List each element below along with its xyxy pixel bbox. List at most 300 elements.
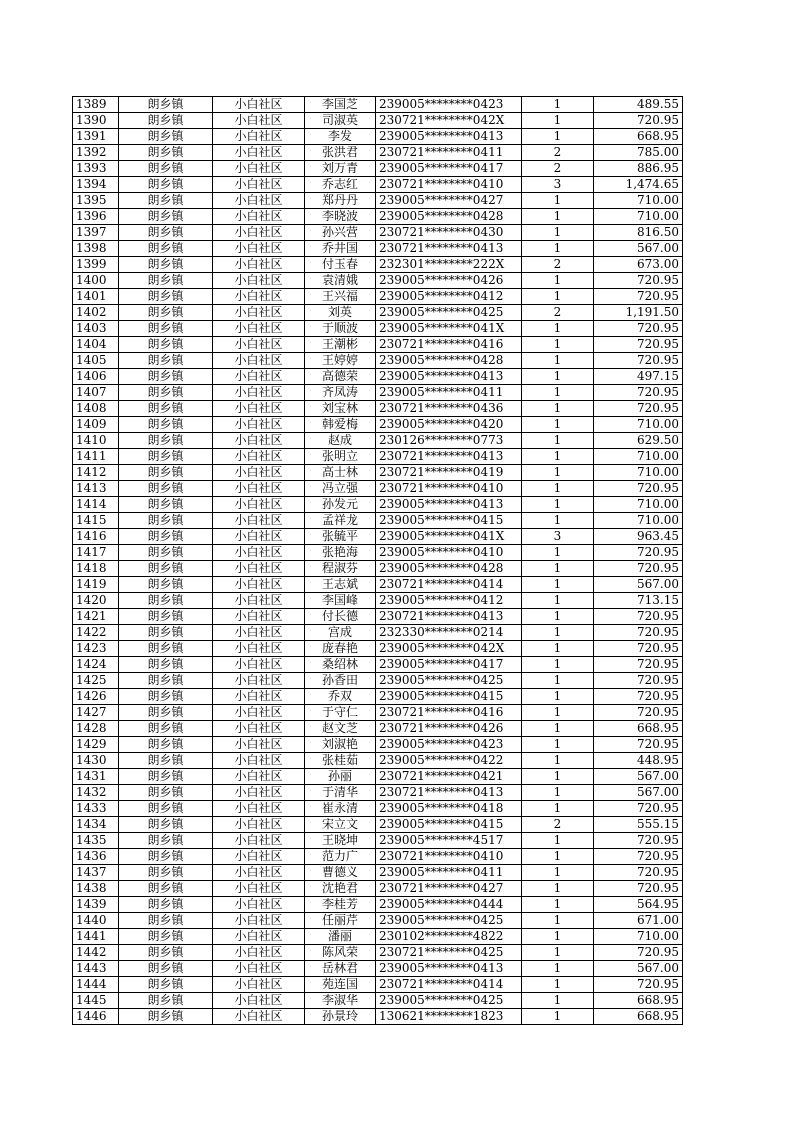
name-cell: 宫成 — [305, 625, 376, 641]
table-row — [73, 321, 683, 337]
id-number-cell: 130621********1823 — [376, 1009, 522, 1025]
row-number-cell: 1413 — [73, 481, 119, 497]
row-number-cell: 1392 — [73, 145, 119, 161]
count-cell: 1 — [522, 289, 594, 305]
town-cell: 朗乡镇 — [119, 625, 213, 641]
community-cell: 小白社区 — [213, 945, 305, 961]
id-number-cell: 230721********042X — [376, 113, 522, 129]
name-cell: 袁清娥 — [305, 273, 376, 289]
count-cell: 2 — [522, 257, 594, 273]
row-number-cell: 1401 — [73, 289, 119, 305]
id-number-cell: 239005********0427 — [376, 193, 522, 209]
town-cell: 朗乡镇 — [119, 993, 213, 1009]
name-cell: 付玉春 — [305, 257, 376, 273]
amount-cell: 668.95 — [594, 721, 683, 737]
id-number-cell: 239005********0417 — [376, 657, 522, 673]
town-cell: 朗乡镇 — [119, 705, 213, 721]
count-cell: 1 — [522, 353, 594, 369]
amount-cell: 720.95 — [594, 337, 683, 353]
community-cell: 小白社区 — [213, 705, 305, 721]
count-cell: 1 — [522, 737, 594, 753]
community-cell: 小白社区 — [213, 753, 305, 769]
town-cell: 朗乡镇 — [119, 145, 213, 161]
id-number-cell: 239005********0413 — [376, 961, 522, 977]
table-row — [73, 193, 683, 209]
name-cell: 高士林 — [305, 465, 376, 481]
town-cell: 朗乡镇 — [119, 849, 213, 865]
id-number-cell: 230721********0413 — [376, 241, 522, 257]
count-cell: 1 — [522, 641, 594, 657]
id-number-cell: 239005********0428 — [376, 353, 522, 369]
table-row — [73, 161, 683, 177]
amount-cell: 720.95 — [594, 385, 683, 401]
table-row — [73, 689, 683, 705]
town-cell: 朗乡镇 — [119, 129, 213, 145]
community-cell: 小白社区 — [213, 337, 305, 353]
id-number-cell: 239005********0415 — [376, 513, 522, 529]
row-number-cell: 1400 — [73, 273, 119, 289]
row-number-cell: 1443 — [73, 961, 119, 977]
id-number-cell: 239005********0418 — [376, 801, 522, 817]
count-cell: 1 — [522, 865, 594, 881]
amount-cell: 720.95 — [594, 945, 683, 961]
count-cell: 1 — [522, 577, 594, 593]
row-number-cell: 1423 — [73, 641, 119, 657]
community-cell: 小白社区 — [213, 481, 305, 497]
count-cell: 1 — [522, 545, 594, 561]
row-number-cell: 1420 — [73, 593, 119, 609]
name-cell: 冯立强 — [305, 481, 376, 497]
name-cell: 郑丹丹 — [305, 193, 376, 209]
town-cell: 朗乡镇 — [119, 657, 213, 673]
amount-cell: 629.50 — [594, 433, 683, 449]
row-number-cell: 1398 — [73, 241, 119, 257]
row-number-cell: 1440 — [73, 913, 119, 929]
amount-cell: 671.00 — [594, 913, 683, 929]
table-row — [73, 449, 683, 465]
town-cell: 朗乡镇 — [119, 865, 213, 881]
name-cell: 张毓平 — [305, 529, 376, 545]
community-cell: 小白社区 — [213, 97, 305, 113]
community-cell: 小白社区 — [213, 977, 305, 993]
name-cell: 崔永清 — [305, 801, 376, 817]
id-number-cell: 230721********0416 — [376, 705, 522, 721]
name-cell: 孙兴营 — [305, 225, 376, 241]
count-cell: 1 — [522, 977, 594, 993]
id-number-cell: 239005********0411 — [376, 865, 522, 881]
table-row — [73, 497, 683, 513]
name-cell: 张明立 — [305, 449, 376, 465]
community-cell: 小白社区 — [213, 513, 305, 529]
name-cell: 宋立文 — [305, 817, 376, 833]
town-cell: 朗乡镇 — [119, 97, 213, 113]
amount-cell: 567.00 — [594, 769, 683, 785]
amount-cell: 710.00 — [594, 193, 683, 209]
id-number-cell: 239005********0428 — [376, 209, 522, 225]
town-cell: 朗乡镇 — [119, 369, 213, 385]
id-number-cell: 230721********0427 — [376, 881, 522, 897]
community-cell: 小白社区 — [213, 689, 305, 705]
count-cell: 1 — [522, 433, 594, 449]
row-number-cell: 1442 — [73, 945, 119, 961]
town-cell: 朗乡镇 — [119, 193, 213, 209]
community-cell: 小白社区 — [213, 449, 305, 465]
town-cell: 朗乡镇 — [119, 961, 213, 977]
community-cell: 小白社区 — [213, 737, 305, 753]
count-cell: 1 — [522, 209, 594, 225]
table-body — [73, 97, 683, 1025]
amount-cell: 720.95 — [594, 289, 683, 305]
row-number-cell: 1391 — [73, 129, 119, 145]
community-cell: 小白社区 — [213, 769, 305, 785]
town-cell: 朗乡镇 — [119, 305, 213, 321]
amount-cell: 720.95 — [594, 273, 683, 289]
table-row — [73, 625, 683, 641]
town-cell: 朗乡镇 — [119, 545, 213, 561]
community-cell: 小白社区 — [213, 417, 305, 433]
name-cell: 刘英 — [305, 305, 376, 321]
table-row — [73, 945, 683, 961]
amount-cell: 720.95 — [594, 801, 683, 817]
row-number-cell: 1441 — [73, 929, 119, 945]
town-cell: 朗乡镇 — [119, 689, 213, 705]
table-row — [73, 705, 683, 721]
town-cell: 朗乡镇 — [119, 449, 213, 465]
community-cell: 小白社区 — [213, 401, 305, 417]
amount-cell: 567.00 — [594, 961, 683, 977]
community-cell: 小白社区 — [213, 801, 305, 817]
table-row — [73, 913, 683, 929]
id-number-cell: 230721********0410 — [376, 849, 522, 865]
amount-cell: 720.95 — [594, 865, 683, 881]
id-number-cell: 239005********041X — [376, 529, 522, 545]
name-cell: 张艳海 — [305, 545, 376, 561]
name-cell: 桑绍林 — [305, 657, 376, 673]
row-number-cell: 1415 — [73, 513, 119, 529]
table-row — [73, 673, 683, 689]
count-cell: 1 — [522, 97, 594, 113]
name-cell: 王婷婷 — [305, 353, 376, 369]
id-number-cell: 239005********0413 — [376, 497, 522, 513]
table-row — [73, 401, 683, 417]
community-cell: 小白社区 — [213, 561, 305, 577]
town-cell: 朗乡镇 — [119, 289, 213, 305]
community-cell: 小白社区 — [213, 641, 305, 657]
community-cell: 小白社区 — [213, 193, 305, 209]
table-row — [73, 97, 683, 113]
id-number-cell: 239005********0410 — [376, 545, 522, 561]
town-cell: 朗乡镇 — [119, 577, 213, 593]
amount-cell: 668.95 — [594, 993, 683, 1009]
count-cell: 1 — [522, 721, 594, 737]
name-cell: 程淑芬 — [305, 561, 376, 577]
table-row — [73, 657, 683, 673]
town-cell: 朗乡镇 — [119, 321, 213, 337]
table-row — [73, 337, 683, 353]
community-cell: 小白社区 — [213, 993, 305, 1009]
count-cell: 3 — [522, 529, 594, 545]
community-cell: 小白社区 — [213, 385, 305, 401]
name-cell: 赵文芝 — [305, 721, 376, 737]
row-number-cell: 1419 — [73, 577, 119, 593]
community-cell: 小白社区 — [213, 529, 305, 545]
amount-cell: 720.95 — [594, 705, 683, 721]
amount-cell: 713.15 — [594, 593, 683, 609]
count-cell: 1 — [522, 113, 594, 129]
name-cell: 司淑英 — [305, 113, 376, 129]
name-cell: 张桂茹 — [305, 753, 376, 769]
row-number-cell: 1418 — [73, 561, 119, 577]
amount-cell: 720.95 — [594, 737, 683, 753]
row-number-cell: 1446 — [73, 1009, 119, 1025]
town-cell: 朗乡镇 — [119, 401, 213, 417]
community-cell: 小白社区 — [213, 353, 305, 369]
id-number-cell: 230721********0416 — [376, 337, 522, 353]
count-cell: 1 — [522, 849, 594, 865]
amount-cell: 720.95 — [594, 881, 683, 897]
table-row — [73, 241, 683, 257]
row-number-cell: 1395 — [73, 193, 119, 209]
name-cell: 李国峰 — [305, 593, 376, 609]
town-cell: 朗乡镇 — [119, 881, 213, 897]
row-number-cell: 1410 — [73, 433, 119, 449]
count-cell: 1 — [522, 769, 594, 785]
table-row — [73, 833, 683, 849]
community-cell: 小白社区 — [213, 161, 305, 177]
count-cell: 1 — [522, 273, 594, 289]
community-cell: 小白社区 — [213, 209, 305, 225]
id-number-cell: 230126********0773 — [376, 433, 522, 449]
id-number-cell: 230721********0419 — [376, 465, 522, 481]
town-cell: 朗乡镇 — [119, 833, 213, 849]
count-cell: 1 — [522, 481, 594, 497]
table-row — [73, 289, 683, 305]
row-number-cell: 1434 — [73, 817, 119, 833]
name-cell: 孙发元 — [305, 497, 376, 513]
table-row — [73, 481, 683, 497]
id-number-cell: 239005********0425 — [376, 913, 522, 929]
table-row — [73, 433, 683, 449]
id-number-cell: 239005********042X — [376, 641, 522, 657]
id-number-cell: 230721********0413 — [376, 609, 522, 625]
table-row — [73, 961, 683, 977]
id-number-cell: 239005********0425 — [376, 673, 522, 689]
town-cell: 朗乡镇 — [119, 641, 213, 657]
town-cell: 朗乡镇 — [119, 817, 213, 833]
name-cell: 岳林君 — [305, 961, 376, 977]
community-cell: 小白社区 — [213, 177, 305, 193]
row-number-cell: 1445 — [73, 993, 119, 1009]
table-row — [73, 545, 683, 561]
id-number-cell: 239005********0413 — [376, 369, 522, 385]
town-cell: 朗乡镇 — [119, 273, 213, 289]
amount-cell: 720.95 — [594, 625, 683, 641]
row-number-cell: 1421 — [73, 609, 119, 625]
id-number-cell: 239005********041X — [376, 321, 522, 337]
count-cell: 2 — [522, 145, 594, 161]
row-number-cell: 1389 — [73, 97, 119, 113]
count-cell: 1 — [522, 961, 594, 977]
name-cell: 庞春艳 — [305, 641, 376, 657]
id-number-cell: 230721********0413 — [376, 449, 522, 465]
amount-cell: 816.50 — [594, 225, 683, 241]
table-row — [73, 641, 683, 657]
row-number-cell: 1425 — [73, 673, 119, 689]
row-number-cell: 1402 — [73, 305, 119, 321]
name-cell: 孙香田 — [305, 673, 376, 689]
table-row — [73, 817, 683, 833]
table-row — [73, 769, 683, 785]
row-number-cell: 1412 — [73, 465, 119, 481]
community-cell: 小白社区 — [213, 833, 305, 849]
table-row — [73, 753, 683, 769]
amount-cell: 497.15 — [594, 369, 683, 385]
table-row — [73, 929, 683, 945]
row-number-cell: 1396 — [73, 209, 119, 225]
name-cell: 付长德 — [305, 609, 376, 625]
amount-cell: 720.95 — [594, 609, 683, 625]
town-cell: 朗乡镇 — [119, 721, 213, 737]
table-row — [73, 609, 683, 625]
name-cell: 于顺波 — [305, 321, 376, 337]
community-cell: 小白社区 — [213, 545, 305, 561]
community-cell: 小白社区 — [213, 497, 305, 513]
row-number-cell: 1394 — [73, 177, 119, 193]
table-row — [73, 177, 683, 193]
name-cell: 孙景玲 — [305, 1009, 376, 1025]
id-number-cell: 239005********0426 — [376, 273, 522, 289]
id-number-cell: 230721********0436 — [376, 401, 522, 417]
row-number-cell: 1422 — [73, 625, 119, 641]
count-cell: 1 — [522, 193, 594, 209]
amount-cell: 710.00 — [594, 497, 683, 513]
count-cell: 1 — [522, 753, 594, 769]
table-row — [73, 977, 683, 993]
id-number-cell: 239005********0413 — [376, 129, 522, 145]
amount-cell: 720.95 — [594, 833, 683, 849]
id-number-cell: 239005********0412 — [376, 289, 522, 305]
table-row — [73, 561, 683, 577]
amount-cell: 720.95 — [594, 545, 683, 561]
row-number-cell: 1399 — [73, 257, 119, 273]
id-number-cell: 239005********0428 — [376, 561, 522, 577]
row-number-cell: 1433 — [73, 801, 119, 817]
id-number-cell: 232301********222X — [376, 257, 522, 273]
name-cell: 曹德义 — [305, 865, 376, 881]
count-cell: 1 — [522, 385, 594, 401]
id-number-cell: 230721********0414 — [376, 577, 522, 593]
row-number-cell: 1406 — [73, 369, 119, 385]
name-cell: 王志斌 — [305, 577, 376, 593]
row-number-cell: 1390 — [73, 113, 119, 129]
row-number-cell: 1403 — [73, 321, 119, 337]
amount-cell: 448.95 — [594, 753, 683, 769]
community-cell: 小白社区 — [213, 289, 305, 305]
amount-cell: 720.95 — [594, 321, 683, 337]
row-number-cell: 1438 — [73, 881, 119, 897]
name-cell: 王潮彬 — [305, 337, 376, 353]
amount-cell: 720.95 — [594, 849, 683, 865]
community-cell: 小白社区 — [213, 865, 305, 881]
town-cell: 朗乡镇 — [119, 801, 213, 817]
town-cell: 朗乡镇 — [119, 337, 213, 353]
community-cell: 小白社区 — [213, 593, 305, 609]
table-row — [73, 593, 683, 609]
count-cell: 1 — [522, 449, 594, 465]
amount-cell: 720.95 — [594, 673, 683, 689]
id-number-cell: 239005********0411 — [376, 385, 522, 401]
town-cell: 朗乡镇 — [119, 481, 213, 497]
table-row — [73, 1009, 683, 1025]
row-number-cell: 1393 — [73, 161, 119, 177]
community-cell: 小白社区 — [213, 609, 305, 625]
name-cell: 孟祥龙 — [305, 513, 376, 529]
amount-cell: 489.55 — [594, 97, 683, 113]
id-number-cell: 239005********0425 — [376, 305, 522, 321]
name-cell: 高德荣 — [305, 369, 376, 385]
id-number-cell: 230721********0411 — [376, 145, 522, 161]
row-number-cell: 1429 — [73, 737, 119, 753]
id-number-cell: 239005********0425 — [376, 993, 522, 1009]
amount-cell: 567.00 — [594, 241, 683, 257]
amount-cell: 710.00 — [594, 417, 683, 433]
town-cell: 朗乡镇 — [119, 513, 213, 529]
name-cell: 范力广 — [305, 849, 376, 865]
amount-cell: 710.00 — [594, 513, 683, 529]
row-number-cell: 1437 — [73, 865, 119, 881]
id-number-cell: 239005********0422 — [376, 753, 522, 769]
amount-cell: 720.95 — [594, 689, 683, 705]
name-cell: 乔志红 — [305, 177, 376, 193]
name-cell: 任丽芹 — [305, 913, 376, 929]
row-number-cell: 1439 — [73, 897, 119, 913]
name-cell: 刘淑艳 — [305, 737, 376, 753]
amount-cell: 720.95 — [594, 977, 683, 993]
id-number-cell: 239005********0415 — [376, 689, 522, 705]
community-cell: 小白社区 — [213, 433, 305, 449]
amount-cell: 720.95 — [594, 481, 683, 497]
community-cell: 小白社区 — [213, 721, 305, 737]
row-number-cell: 1426 — [73, 689, 119, 705]
count-cell: 1 — [522, 929, 594, 945]
count-cell: 1 — [522, 417, 594, 433]
count-cell: 1 — [522, 657, 594, 673]
name-cell: 刘宝林 — [305, 401, 376, 417]
id-number-cell: 239005********4517 — [376, 833, 522, 849]
count-cell: 1 — [522, 337, 594, 353]
amount-cell: 564.95 — [594, 897, 683, 913]
table-row — [73, 721, 683, 737]
row-number-cell: 1407 — [73, 385, 119, 401]
row-number-cell: 1432 — [73, 785, 119, 801]
amount-cell: 567.00 — [594, 785, 683, 801]
id-number-cell: 230721********0430 — [376, 225, 522, 241]
count-cell: 1 — [522, 369, 594, 385]
count-cell: 2 — [522, 305, 594, 321]
amount-cell: 668.95 — [594, 1009, 683, 1025]
community-cell: 小白社区 — [213, 321, 305, 337]
count-cell: 1 — [522, 785, 594, 801]
row-number-cell: 1408 — [73, 401, 119, 417]
community-cell: 小白社区 — [213, 241, 305, 257]
id-number-cell: 239005********0423 — [376, 737, 522, 753]
count-cell: 1 — [522, 945, 594, 961]
town-cell: 朗乡镇 — [119, 529, 213, 545]
amount-cell: 668.95 — [594, 129, 683, 145]
community-cell: 小白社区 — [213, 369, 305, 385]
town-cell: 朗乡镇 — [119, 737, 213, 753]
amount-cell: 567.00 — [594, 577, 683, 593]
